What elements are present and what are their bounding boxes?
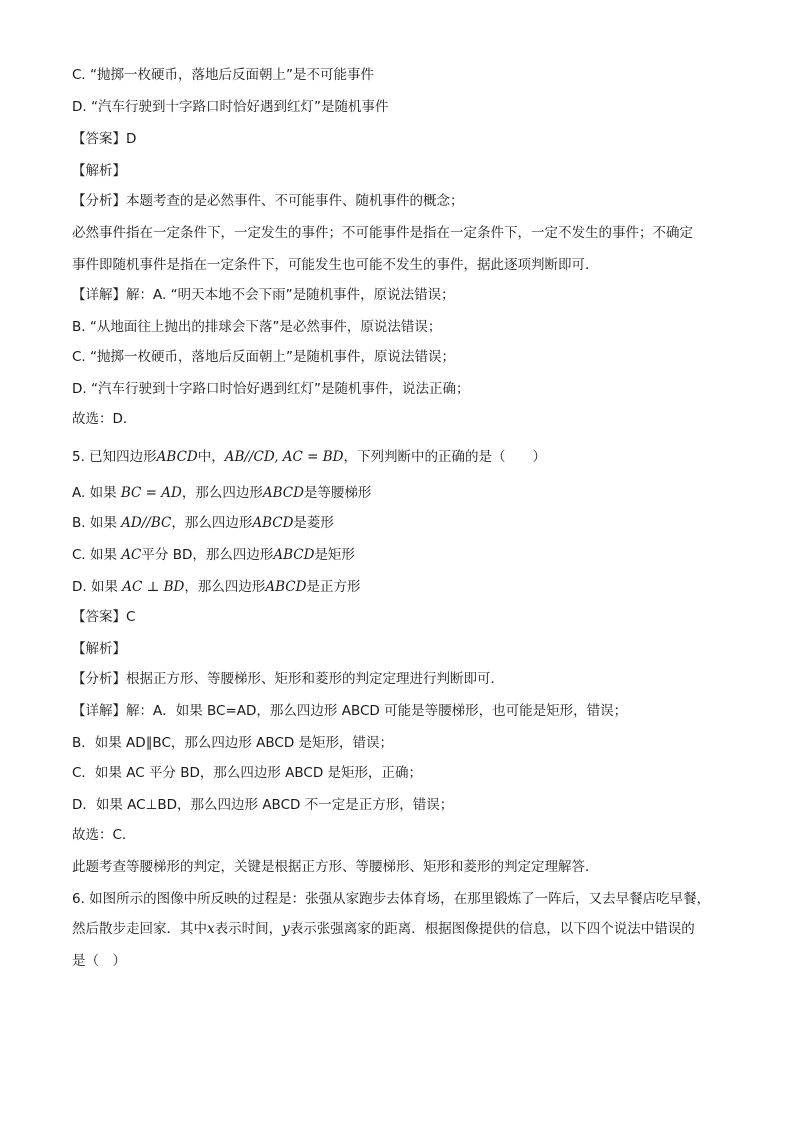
question-5-option-c: C. 如果 AC平分 BD，那么四边形ABCD是矩形 <box>72 547 355 563</box>
question-5-option-b: B. 如果 AD//BC，那么四边形ABCD是菱形 <box>72 515 334 531</box>
detail-line: D．如果 AC⊥BD，那么四边形 ABCD 不一定是正方形，错误； <box>72 797 454 813</box>
analysis-line: 事件即随机事件是指在一定条件下，可能发生也可能不发生的事件，据此逐项判断即可． <box>72 257 599 273</box>
answer-label: 【答案】C <box>72 609 136 625</box>
analysis-line: 【分析】根据正方形、等腰梯形、矩形和菱形的判定定理进行判断即可． <box>72 671 504 687</box>
question-5-option-d: D. 如果 AC ⊥ BD，那么四边形ABCD是正方形 <box>72 579 361 595</box>
analysis-heading: 【解析】 <box>72 641 126 657</box>
detail-line: 【详解】解：A．如果 BC=AD，那么四边形 ABCD 可能是等腰梯形，也可能是矩形，错误； <box>72 703 628 719</box>
question-5-stem: 5. 已知四边形ABCD中，AB//CD, AC = BD，下列判断中的正确的是（ ） <box>72 449 546 465</box>
detail-line: D. “汽车行驶到十字路口时恰好遇到红灯”是随机事件，说法正确； <box>72 381 470 397</box>
question-5-option-a: A. 如果 BC = AD，那么四边形ABCD是等腰梯形 <box>72 485 372 501</box>
detail-line: C．如果 AC 平分 BD，那么四边形 ABCD 是矩形，正确； <box>72 765 423 781</box>
answer-label: 【答案】D <box>72 131 137 147</box>
question-6-line-2: 然后散步走回家．其中x表示时间，y表示张强离家的距离．根据图像提供的信息，以下四个说法中错误的 <box>72 921 695 937</box>
analysis-line: 必然事件指在一定条件下，一定发生的事件；不可能事件是指在一定条件下，一定不发生的事件；不确定 <box>72 225 693 241</box>
detail-line: B. “从地面往上抛出的排球会下落”是必然事件，原说法错误； <box>72 319 442 335</box>
question-6-line-3: 是（ ） <box>72 953 126 969</box>
choice-line: 故选：D． <box>72 411 137 427</box>
analysis-line: 【分析】本题考查的是必然事件、不可能事件、随机事件的概念； <box>72 193 464 209</box>
analysis-heading: 【解析】 <box>72 163 126 179</box>
detail-line: B．如果 AD∥BC，那么四边形 ABCD 是矩形，错误； <box>72 735 394 751</box>
detail-line: 【详解】解：A. “明天本地不会下雨”是随机事件，原说法错误； <box>72 287 455 303</box>
summary-line: 此题考查等腰梯形的判定，关键是根据正方形、等腰梯形、矩形和菱形的判定定理解答． <box>72 859 599 875</box>
question-6-line-1: 6. 如图所示的图像中所反映的过程是：张强从家跑步去体育场，在那里锻炼了一阵后，又去早餐店吃早餐， <box>72 891 711 907</box>
option-d-text: D. “汽车行驶到十字路口时恰好遇到红灯”是随机事件 <box>72 99 389 115</box>
option-c-text: C. “抛掷一枚硬币，落地后反面朝上”是不可能事件 <box>72 67 374 83</box>
choice-line: 故选：C． <box>72 827 136 843</box>
detail-line: C. “抛掷一枚硬币，落地后反面朝上”是随机事件，原说法错误； <box>72 349 455 365</box>
